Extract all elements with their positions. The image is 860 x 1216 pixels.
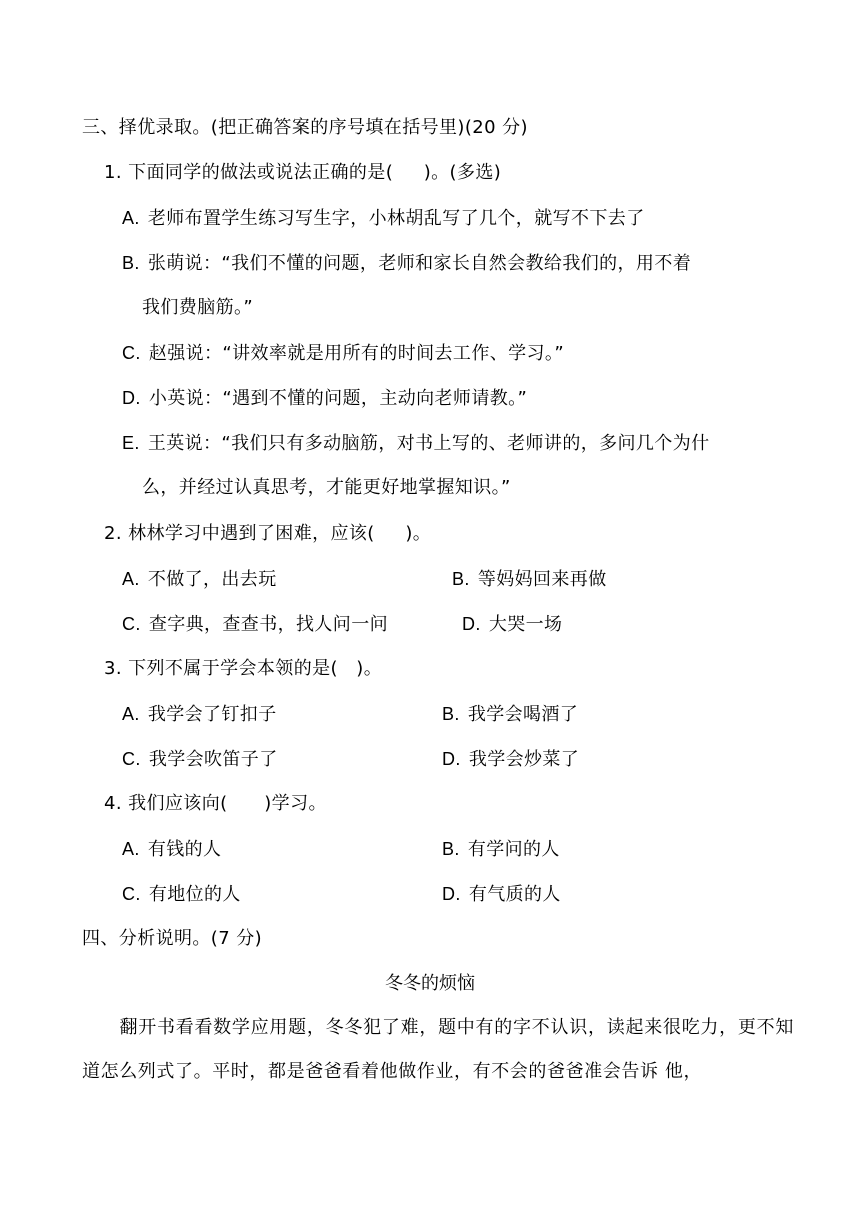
option-label: A. — [122, 839, 140, 859]
option-label: B. — [452, 569, 470, 589]
q3-option-a — [122, 702, 277, 727]
option-text: 大哭一场 — [488, 614, 563, 635]
option-text: 查字典，查查书，找人问一问 — [148, 614, 389, 635]
option-text: 有气质的人 — [468, 884, 561, 905]
option-text: 我学会吹笛子了 — [148, 749, 278, 770]
q2-option-b — [452, 567, 607, 592]
option-label: A. — [122, 208, 140, 228]
q2-option-a — [122, 567, 277, 592]
section-4-heading: 四、分析说明。(7 分) — [82, 928, 263, 949]
q4-option-b — [442, 837, 560, 862]
option-text: 不做了，出去玩 — [147, 569, 277, 590]
q2-option-d — [462, 612, 562, 637]
option-text: 我学会炒菜了 — [468, 749, 580, 770]
q4-option-d — [442, 882, 561, 907]
q1-option-b — [122, 251, 691, 276]
option-label: C. — [122, 749, 141, 769]
option-text: 老师布置学生练习写生字，小林胡乱写了几个，就写不下去了 — [147, 208, 645, 229]
q1-option-c — [122, 341, 564, 366]
q1-option-b-continuation: 我们费脑筋。” — [142, 297, 254, 318]
question-4-stem: 4. 我们应该向( )学习。 — [104, 793, 327, 814]
option-text: 有学问的人 — [467, 839, 560, 860]
q1-option-d — [122, 386, 527, 411]
q1-option-e — [122, 431, 710, 456]
option-label: C. — [122, 614, 141, 634]
section-3-heading: 三、择优录取。(把正确答案的序号填在括号里)(20 分) — [82, 117, 528, 138]
option-text: 有钱的人 — [147, 839, 222, 860]
option-label: A. — [122, 569, 140, 589]
option-label: E. — [122, 433, 140, 453]
option-label: B. — [442, 839, 460, 859]
option-text: 我学会了钉扣子 — [147, 704, 277, 725]
story-paragraph: 翻开书看看数学应用题，冬冬犯了难，题中有的字不认识，读起来很吃力，更不知道怎么列式了。平时，都是爸爸看着他做作业，有不会的爸爸准会告诉 他， — [82, 1017, 794, 1082]
q3-option-c — [122, 747, 278, 772]
story-title: 冬冬的烦恼 — [385, 973, 475, 994]
option-text: 我学会喝酒了 — [467, 704, 579, 725]
option-text: 王英说：“我们只有多动脑筋，对书上写的、老师讲的，多问几个为什 — [147, 433, 710, 454]
option-text: 张萌说：“我们不懂的问题，老师和家长自然会教给我们的，用不着 — [147, 253, 692, 274]
option-label: A. — [122, 704, 140, 724]
option-text: 有地位的人 — [148, 884, 241, 905]
q1-option-a — [122, 206, 645, 231]
option-label: D. — [442, 749, 461, 769]
option-label: D. — [122, 388, 141, 408]
q1-option-e-continuation: 么，并经过认真思考，才能更好地掌握知识。” — [142, 477, 511, 498]
q2-option-c — [122, 612, 388, 637]
option-text: 等妈妈回来再做 — [477, 569, 607, 590]
question-2-stem: 2. 林林学习中遇到了困难，应该( )。 — [104, 523, 432, 544]
q3-option-d — [442, 747, 579, 772]
option-label: B. — [442, 704, 460, 724]
option-text: 赵强说：“讲效率就是用所有的时间去工作、学习。” — [148, 343, 565, 364]
q4-option-a — [122, 837, 221, 862]
question-3-stem: 3. 下列不属于学会本领的是( )。 — [104, 658, 383, 679]
option-label: C. — [122, 884, 141, 904]
option-label: C. — [122, 343, 141, 363]
option-label: D. — [462, 614, 481, 634]
q4-option-c — [122, 882, 241, 907]
question-1-stem: 1. 下面同学的做法或说法正确的是( )。(多选) — [104, 162, 502, 183]
option-label: D. — [442, 884, 461, 904]
option-label: B. — [122, 253, 140, 273]
option-text: 小英说：“遇到不懂的问题，主动向老师请教。” — [148, 388, 528, 409]
q3-option-b — [442, 702, 578, 727]
